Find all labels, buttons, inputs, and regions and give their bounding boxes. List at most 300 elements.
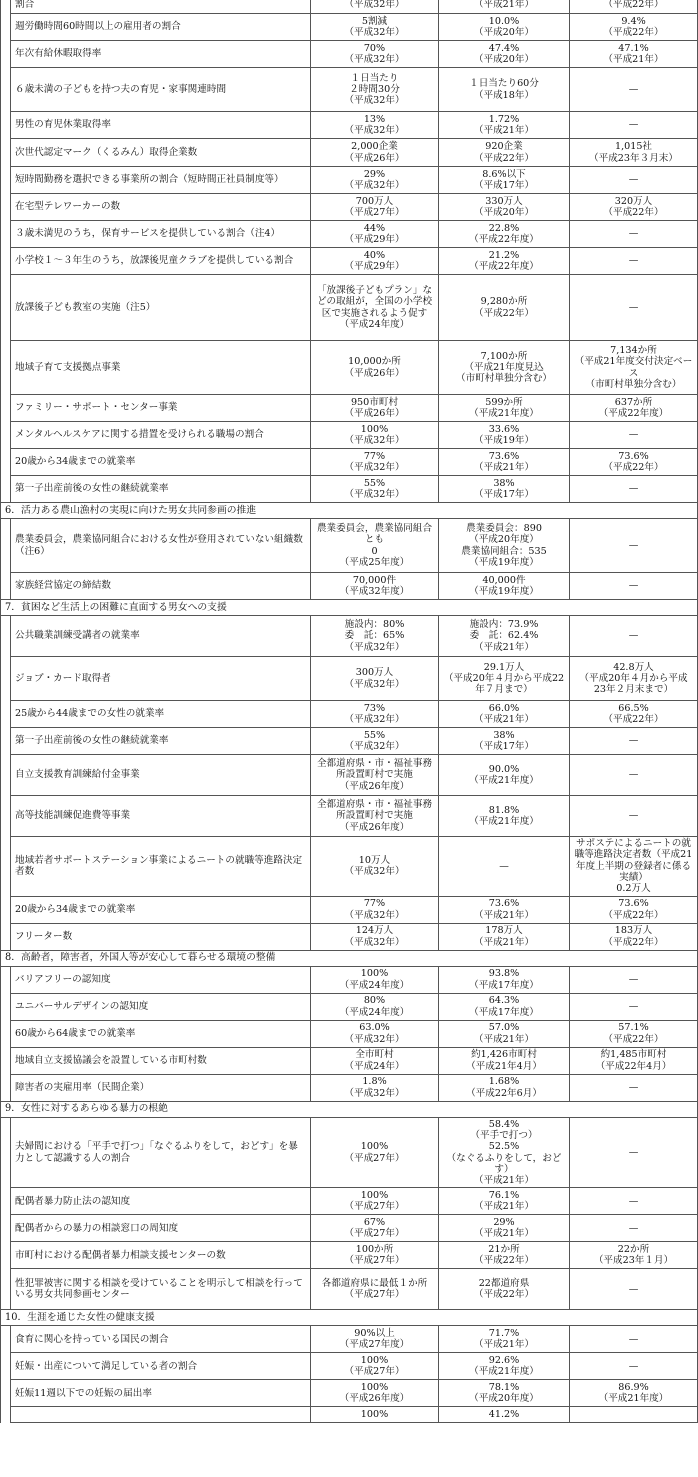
cell-line: （平成22年） <box>603 207 664 218</box>
indicator-label: ファミリー・サポート・センター事業 <box>11 395 311 422</box>
indent-gutter <box>1 41 11 68</box>
cell-line: 57.1% <box>618 1022 649 1034</box>
cell-line: （平成32年） <box>344 909 405 921</box>
cell-line: （平成22年4月） <box>595 1060 672 1072</box>
table-row <box>1 1020 698 1047</box>
cell-line: ２時間30分 <box>349 83 400 95</box>
cell-line: 73.6% <box>618 450 649 462</box>
cell-line: 71.7% <box>488 1328 520 1340</box>
cell-line: 2,000企業 <box>351 141 398 153</box>
cell-line: （平成27年） <box>344 1228 405 1240</box>
current-value-cell <box>439 755 570 796</box>
cell-line: 81.8% <box>488 804 520 816</box>
table-row <box>1 449 698 476</box>
cell-line: （平成22年度） <box>469 234 539 245</box>
indicator-label: 次世代認定マーク（くるみん）取得企業数 <box>11 139 311 167</box>
indicator-label: 家族経営協定の締結数 <box>11 573 311 600</box>
indicator-label: 60歳から64歳までの就業率 <box>11 1020 311 1047</box>
indicator-label: 夫婦間における「平手で打つ」「なぐるふりをして，おどす」を暴力として認識する人の割合 <box>11 1117 311 1188</box>
target-value-cell <box>311 573 439 600</box>
cell-line: 77% <box>363 450 386 462</box>
current-value-cell <box>439 194 570 221</box>
cell-line: 73% <box>363 702 386 714</box>
current-value-cell <box>439 616 570 657</box>
cell-line: — <box>628 174 639 186</box>
indent-gutter <box>1 837 11 897</box>
current-value-cell <box>439 1380 570 1407</box>
cell-line: 77% <box>363 898 386 910</box>
table-row <box>1 476 698 503</box>
cell-line: （平成22年） <box>603 714 664 725</box>
cell-line: 47.4% <box>488 42 520 54</box>
cell-line: （平成26年） <box>344 367 405 379</box>
indent-gutter <box>1 14 11 41</box>
reference-value-cell <box>570 1269 698 1310</box>
table-row <box>1 395 698 422</box>
reference-value-cell <box>570 395 698 422</box>
cell-line: （平成24年度） <box>339 1006 410 1018</box>
cell-line: — <box>628 1195 639 1207</box>
indent-gutter <box>1 275 11 341</box>
cell-line: （平成27年） <box>344 207 405 218</box>
indent-gutter <box>1 476 11 503</box>
current-value-cell <box>439 395 570 422</box>
target-value-cell <box>311 701 439 728</box>
cell-line: 40% <box>363 249 386 261</box>
section-header-row <box>1 503 698 519</box>
table-row <box>1 1380 698 1407</box>
cell-line: 52.5% <box>488 1141 520 1153</box>
table-row <box>1 68 698 112</box>
cell-line: （平成22年） <box>473 152 535 164</box>
table-row <box>1 616 698 657</box>
cell-line: （平成21年度） <box>469 1366 539 1378</box>
indent-gutter <box>1 728 11 755</box>
cell-line: 委 託：65% <box>344 630 405 642</box>
table-row <box>1 519 698 573</box>
cell-line: — <box>499 860 509 872</box>
target-value-cell <box>311 68 439 112</box>
target-value-cell <box>311 1242 439 1269</box>
cell-line: 22.8% <box>488 222 520 234</box>
current-value-cell <box>439 449 570 476</box>
target-value-cell <box>311 1380 439 1407</box>
cell-line: 78.1% <box>488 1382 520 1394</box>
cell-line: — <box>628 301 639 313</box>
cell-line: （平成32年度） <box>339 586 410 597</box>
target-value-cell <box>311 0 439 14</box>
cell-line: 施設内：80% <box>344 619 405 631</box>
reference-value-cell <box>570 966 698 993</box>
cell-line: 55% <box>363 729 386 741</box>
target-value-cell <box>311 1407 439 1423</box>
cell-line: （平成29年） <box>344 261 405 272</box>
cell-line: （平成22年度） <box>469 261 539 272</box>
reference-value-cell <box>570 657 698 701</box>
reference-value-cell <box>570 573 698 600</box>
indicator-label: 地域若者サポートステーション事業によるニートの就職等進路決定者数 <box>11 837 311 897</box>
indicator-label: 第一子出産前後の女性の継続就業率 <box>11 476 311 503</box>
cell-line: 920企業 <box>485 141 523 153</box>
indicator-label: 高等技能訓練促進費等事業 <box>11 796 311 837</box>
cell-line: （平成17年） <box>473 741 535 752</box>
target-value-cell <box>311 616 439 657</box>
cell-line: （平成26年度） <box>339 1393 410 1405</box>
target-value-cell <box>311 966 439 993</box>
cell-line: （平成32年） <box>344 125 405 136</box>
cell-line: 73.6% <box>488 898 520 910</box>
indent-gutter <box>1 248 11 275</box>
indicator-label: 男性の育児休業取得率 <box>11 112 311 139</box>
current-value-cell <box>439 221 570 248</box>
cell-line: 約1,426市町村 <box>471 1049 537 1061</box>
cell-line: 38% <box>493 477 515 489</box>
indent-gutter <box>1 112 11 139</box>
indicator-label: 配偶者からの暴力の相談窓口の周知度 <box>11 1215 311 1242</box>
cell-line: 22都道府県 <box>478 1278 530 1290</box>
cell-line: （平成32年） <box>344 714 405 725</box>
indicator-label: 在宅型テレワーカーの数 <box>11 194 311 221</box>
cell-line: 0.2万人 <box>616 883 651 895</box>
cell-line: （平成21年度見込 <box>464 361 544 373</box>
indicator-label: フリーター数 <box>11 923 311 950</box>
cell-line: — <box>628 769 639 781</box>
indicator-label: 小学校１～３年生のうち，放課後児童クラブを提供している割合 <box>11 248 311 275</box>
cell-line: 1,015社 <box>614 141 653 153</box>
reference-value-cell <box>570 248 698 275</box>
table-row <box>1 1074 698 1101</box>
cell-line: （平成24年） <box>344 1060 405 1072</box>
indicator-label: 妊娠11週以下での妊娠の届出率 <box>11 1380 311 1407</box>
cell-line: （平成17年度） <box>469 1006 539 1018</box>
cell-line: — <box>628 973 639 985</box>
reference-value-cell <box>570 1047 698 1074</box>
cell-line: （平成21年） <box>473 1201 535 1213</box>
cell-line: 73.6% <box>488 450 520 462</box>
current-value-cell <box>439 68 570 112</box>
reference-value-cell <box>570 1242 698 1269</box>
indicator-label: メンタルヘルスケアに関する措置を受けられる職場の割合 <box>11 422 311 449</box>
current-value-cell <box>439 1215 570 1242</box>
cell-line: （平成17年） <box>473 180 535 191</box>
cell-line: （平成24年度） <box>339 318 410 330</box>
indicator-label: 農業委員会，農業協同組合における女性が登用されていない組織数（注6） <box>11 519 311 573</box>
indent-gutter <box>1 573 11 600</box>
cell-line: 86.9% <box>618 1382 649 1394</box>
table-row <box>1 1117 698 1188</box>
table-row <box>1 993 698 1020</box>
reference-value-cell <box>570 896 698 923</box>
cell-line: 農業委員会，農業協同組合とも <box>316 522 433 546</box>
current-value-cell <box>439 796 570 837</box>
cell-line: （平成32年） <box>344 866 405 878</box>
indicator-label <box>11 1407 311 1423</box>
cell-line: （平成23年１月） <box>593 1255 674 1267</box>
cell-line: 92.6% <box>488 1355 520 1367</box>
cell-line: 100か所 <box>355 1244 394 1256</box>
cell-line: — <box>628 1360 639 1372</box>
cell-line: 7,100か所 <box>480 350 528 362</box>
cell-line: 10,000か所 <box>348 356 401 368</box>
indicator-label: ジョブ・カード取得者 <box>11 657 311 701</box>
cell-line: （平成25年度） <box>339 556 410 568</box>
reference-value-cell <box>570 476 698 503</box>
cell-line: 1.68% <box>488 1076 520 1088</box>
cell-line: （平成22年） <box>473 1289 535 1301</box>
target-value-cell <box>311 395 439 422</box>
cell-line: 178万人 <box>485 925 523 937</box>
cell-line: 320万人 <box>614 195 653 207</box>
cell-line: （平成27年度） <box>339 1339 410 1351</box>
reference-value-cell <box>570 616 698 657</box>
cell-line: （平成32年） <box>344 95 405 107</box>
cell-line: — <box>628 255 639 267</box>
cell-line: 67% <box>363 1217 386 1229</box>
reference-value-cell <box>570 167 698 194</box>
target-value-cell <box>311 1047 439 1074</box>
table-row <box>1 896 698 923</box>
target-value-cell <box>311 1074 439 1101</box>
cell-line: 8.6%以下 <box>482 168 526 180</box>
cell-line: （平成17年） <box>473 489 535 500</box>
current-value-cell <box>439 573 570 600</box>
table-row <box>1 221 698 248</box>
table-row <box>1 1242 698 1269</box>
current-value-cell <box>439 728 570 755</box>
cell-line: （平成26年） <box>344 408 405 419</box>
indent-gutter <box>1 1353 11 1380</box>
reference-value-cell <box>570 14 698 41</box>
current-value-cell <box>439 1353 570 1380</box>
cell-line: 0 <box>371 545 378 557</box>
cell-line: （平成21年） <box>473 0 535 11</box>
reference-value-cell <box>570 796 698 837</box>
target-value-cell <box>311 923 439 950</box>
current-value-cell <box>439 41 570 68</box>
cell-line: 33.6% <box>488 423 520 435</box>
cell-line: （平成21年度交付決定ベース <box>574 356 693 379</box>
cell-line: （平成21年） <box>473 462 535 473</box>
cell-line: （平成22年） <box>603 0 664 11</box>
indicator-label: 配偶者暴力防止法の認知度 <box>11 1188 311 1215</box>
cell-line: 57.0% <box>488 1022 520 1034</box>
cell-line: 599か所 <box>485 396 523 408</box>
cell-line: 124万人 <box>355 925 394 937</box>
cell-line: （平成32年） <box>344 435 405 446</box>
indicator-label: 週労働時間60時間以上の雇用者の割合 <box>11 14 311 41</box>
cell-line: — <box>628 810 639 822</box>
reference-value-cell <box>570 1407 698 1423</box>
cell-line: 委 託：62.4% <box>469 630 539 642</box>
reference-value-cell <box>570 1215 698 1242</box>
cell-line: 93.8% <box>488 968 520 980</box>
reference-value-cell <box>570 139 698 167</box>
current-value-cell <box>439 139 570 167</box>
indent-gutter <box>1 1215 11 1242</box>
indent-gutter <box>1 1269 11 1310</box>
section-header-row <box>1 1310 698 1326</box>
target-value-cell <box>311 248 439 275</box>
table-row <box>1 657 698 701</box>
reference-value-cell <box>570 341 698 395</box>
cell-line: 1.72% <box>488 113 520 125</box>
reference-value-cell <box>570 1074 698 1101</box>
current-value-cell <box>439 112 570 139</box>
table-row <box>1 248 698 275</box>
reference-value-cell <box>570 1326 698 1353</box>
cell-line: （平成19年） <box>473 435 535 446</box>
cell-line: （平成22年） <box>603 909 664 921</box>
cell-line: 70,000件 <box>352 574 397 586</box>
cell-line: （平成32年） <box>344 1033 405 1045</box>
cell-line: （平成22年6月） <box>466 1087 542 1099</box>
cell-line: （平成21年） <box>473 1175 535 1187</box>
cell-line: （平成32年） <box>344 936 405 948</box>
current-value-cell <box>439 1242 570 1269</box>
cell-line: （平成27年） <box>344 1255 405 1267</box>
cell-line: 183万人 <box>614 925 653 937</box>
cell-line: 施設内：73.9% <box>469 619 539 631</box>
cell-line: （平成21年） <box>473 714 535 725</box>
indicator-label: 市町村における配偶者暴力相談支援センターの数 <box>11 1242 311 1269</box>
target-value-cell <box>311 837 439 897</box>
cell-line: （平成32年） <box>344 641 405 653</box>
cell-line: （平成18年） <box>473 89 535 101</box>
cell-line: （平成22年） <box>603 27 664 38</box>
cell-line: （平成20年） <box>473 27 535 38</box>
table-row <box>1 1215 698 1242</box>
cell-line: （平成24年度） <box>339 979 410 991</box>
indicator-label: ユニバーサルデザインの認知度 <box>11 993 311 1020</box>
indent-gutter <box>1 993 11 1020</box>
table-row <box>1 1047 698 1074</box>
cell-line: （平成20年） <box>473 54 535 65</box>
cell-line: 21か所 <box>488 1244 520 1256</box>
current-value-cell <box>439 701 570 728</box>
target-value-cell <box>311 167 439 194</box>
target-value-cell <box>311 112 439 139</box>
cell-line: 全市町村 <box>355 1049 394 1061</box>
cell-line: 300万人 <box>355 667 394 679</box>
table-row <box>1 341 698 395</box>
indent-gutter <box>1 449 11 476</box>
table-row <box>1 573 698 600</box>
indicator-label: バリアフリーの認知度 <box>11 966 311 993</box>
cell-line: — <box>628 735 639 747</box>
indicator-label: ６歳未満の子どもを持つ夫の育児・家事関連時間 <box>11 68 311 112</box>
cell-line: 70% <box>363 42 386 54</box>
reference-value-cell <box>570 1353 698 1380</box>
cell-line: 各都道府県に最低１か所 <box>321 1278 428 1290</box>
cell-line: 90.0% <box>488 763 520 775</box>
cell-line: （平成21年度） <box>598 1393 669 1405</box>
cell-line: （平成19年度） <box>469 586 539 597</box>
table-row <box>1 728 698 755</box>
cell-line: 66.0% <box>488 702 520 714</box>
target-value-cell <box>311 221 439 248</box>
cell-line: 「放課後子どもプラン」などの取組が，全国の小学校区で実施されるよう促す <box>316 284 433 319</box>
reference-value-cell <box>570 275 698 341</box>
current-value-cell <box>439 0 570 14</box>
cell-line: — <box>628 119 639 131</box>
section-header-row <box>1 1101 698 1117</box>
cell-line: 950市町村 <box>350 396 399 408</box>
cell-line: — <box>628 1333 639 1345</box>
indent-gutter <box>1 422 11 449</box>
cell-line: 農業委員会：890 <box>466 522 542 534</box>
cell-line: 1.8% <box>362 1076 387 1088</box>
cell-line: （平成22年） <box>603 462 664 473</box>
cell-line: （平成21年） <box>473 1339 535 1351</box>
cell-line: 約1,485市町村 <box>600 1049 667 1061</box>
indent-gutter <box>1 341 11 395</box>
current-value-cell <box>439 923 570 950</box>
cell-line: — <box>628 1081 639 1093</box>
target-value-cell <box>311 1188 439 1215</box>
cell-line: （平成22年） <box>603 936 664 948</box>
indent-gutter <box>1 1407 11 1423</box>
cell-line: 47.1% <box>618 42 649 54</box>
indicator-label: 自立支援教育訓練給付金事業 <box>11 755 311 796</box>
section-title: 8．高齢者，障害者，外国人等が安心して暮らせる環境の整備 <box>1 950 698 966</box>
cell-line: 10万人 <box>358 854 391 866</box>
table-row <box>1 1188 698 1215</box>
current-value-cell <box>439 1269 570 1310</box>
current-value-cell <box>439 1020 570 1047</box>
target-value-cell <box>311 341 439 395</box>
table-row <box>1 422 698 449</box>
table-row <box>1 167 698 194</box>
cell-line: （平成32年） <box>344 180 405 191</box>
cell-line: （平成22年） <box>603 1033 664 1045</box>
reference-value-cell <box>570 41 698 68</box>
current-value-cell <box>439 837 570 897</box>
table-row <box>1 1353 698 1380</box>
target-value-cell <box>311 449 439 476</box>
cell-line: （平成32年） <box>344 1087 405 1099</box>
target-value-cell <box>311 1215 439 1242</box>
cell-line: （平成32年） <box>344 741 405 752</box>
cell-line: （平成21年） <box>603 54 664 65</box>
indent-gutter <box>1 1020 11 1047</box>
target-value-cell <box>311 139 439 167</box>
table-row <box>1 755 698 796</box>
target-value-cell <box>311 275 439 341</box>
target-value-cell <box>311 896 439 923</box>
current-value-cell <box>439 248 570 275</box>
target-value-cell <box>311 657 439 701</box>
cell-line: 22か所 <box>617 1244 650 1256</box>
cell-line: 38% <box>493 729 515 741</box>
cell-line: （平成21年） <box>473 1228 535 1240</box>
indicator-label: 公共職業訓練受講者の就業率 <box>11 616 311 657</box>
table-row <box>1 701 698 728</box>
indicator-label: 妊娠・出産について満足している者の割合 <box>11 1353 311 1380</box>
section-title: 10．生涯を通じた女性の健康支援 <box>1 1310 698 1326</box>
cell-line: 13% <box>363 113 386 125</box>
cell-line: （平成27年） <box>344 1366 405 1378</box>
cell-line: （平手で打つ） <box>470 1129 538 1141</box>
table-row <box>1 966 698 993</box>
reference-value-cell <box>570 68 698 112</box>
cell-line: １日当たり <box>350 72 399 84</box>
indent-gutter <box>1 194 11 221</box>
target-value-cell <box>311 1020 439 1047</box>
cell-line: 9,280か所 <box>480 296 528 308</box>
targets-table-body <box>1 0 698 1423</box>
indicator-label: ３歳未満児のうち，保育サービスを提供している割合（注4） <box>11 221 311 248</box>
cell-line: （市町村単独分含む） <box>456 373 552 385</box>
